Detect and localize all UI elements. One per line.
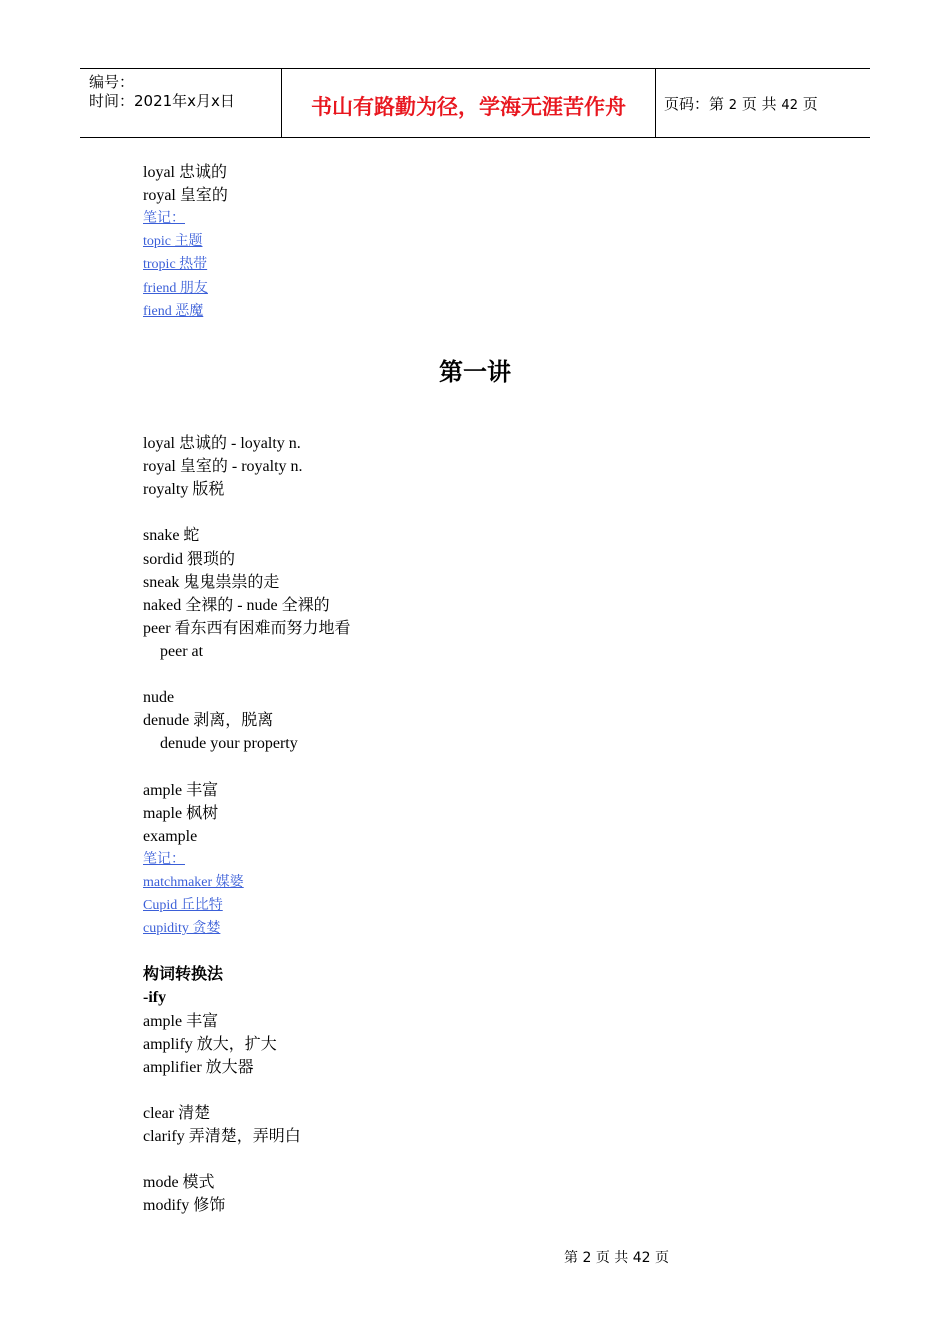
note-line[interactable]: Cupid 丘比特: [143, 898, 223, 913]
document-number-label: 编号：: [89, 73, 135, 91]
header-page-code: [664, 93, 818, 114]
vocab-line: mode 模式: [143, 1174, 215, 1192]
vocab-line: denude your property: [160, 735, 298, 753]
note-line[interactable]: topic 主题: [143, 234, 203, 250]
note-line[interactable]: friend 朋友: [143, 280, 208, 296]
vocab-line: royal 皇室的 - royalty n.: [143, 458, 303, 476]
vocab-line: amplifier 放大器: [143, 1058, 254, 1076]
vocab-line: snake 蛇: [143, 527, 200, 545]
vocab-line: peer at: [160, 642, 204, 660]
note-line[interactable]: 笔记：: [143, 851, 185, 867]
document-time-label: 时间：2021年x月x日: [89, 92, 235, 110]
vocab-line: denude 剥离，脱离: [143, 712, 274, 730]
vocab-line: sneak 鬼鬼祟祟的走: [143, 573, 280, 591]
footer-prefix: 第: [564, 1250, 578, 1266]
note-line[interactable]: tropic 热带: [143, 257, 208, 273]
vocab-line: royalty 版税: [143, 481, 225, 499]
footer-mid: 页 共: [595, 1250, 629, 1266]
vocab-line: modify 修饰: [143, 1197, 226, 1215]
note-line[interactable]: fiend 恶魔: [143, 303, 204, 319]
vocab-line: amplify 放大，扩大: [143, 1035, 277, 1053]
vocab-line: naked 全裸的 - nude 全裸的: [143, 596, 330, 614]
page-code-prefix: 页码：第: [664, 95, 725, 113]
page-code-current: 2: [728, 98, 738, 113]
vocab-line: ample 丰富: [143, 781, 219, 799]
vocab-line: ample 丰富: [143, 1012, 219, 1030]
vocab-line: 构词转换法: [143, 966, 224, 984]
footer-current-page: 2: [582, 1250, 592, 1266]
vocab-line: clarify 弄清楚，弄明白: [143, 1128, 301, 1145]
vocab-line: nude: [143, 689, 175, 707]
header-motto-cell: [281, 69, 656, 137]
vocab-line: loyal 忠诚的 - loyalty n.: [143, 435, 301, 452]
vocab-line: example: [143, 827, 198, 845]
header-info-cell: [80, 69, 281, 137]
section-title: 第一讲: [439, 358, 511, 386]
note-line[interactable]: matchmaker 媒婆: [143, 874, 244, 890]
vocab-line: royal 皇室的: [143, 187, 228, 205]
vocab-line: sordid 猥琐的: [143, 550, 236, 568]
vocab-line: clear 清楚: [143, 1104, 211, 1122]
page-code-suffix: 页: [802, 95, 818, 113]
vocab-line: peer 看东西有困难而努力地看: [143, 619, 351, 637]
page-header: [80, 68, 870, 138]
footer-suffix: 页: [655, 1250, 670, 1266]
note-line[interactable]: cupidity 贪婪: [143, 921, 221, 937]
header-motto: 书山有路勤为径，学海无涯苦作舟: [311, 95, 626, 119]
note-line[interactable]: 笔记：: [143, 211, 185, 227]
header-page-cell: [655, 69, 870, 137]
vocab-line: loyal 忠诚的: [143, 164, 227, 181]
vocab-line: maple 枫树: [143, 804, 219, 822]
page-footer: [564, 1247, 669, 1267]
footer-total-pages: 42: [632, 1250, 651, 1266]
vocab-line: -ify: [143, 989, 167, 1007]
page-code-mid: 页 共: [741, 95, 777, 113]
page-code-total: 42: [781, 98, 798, 113]
